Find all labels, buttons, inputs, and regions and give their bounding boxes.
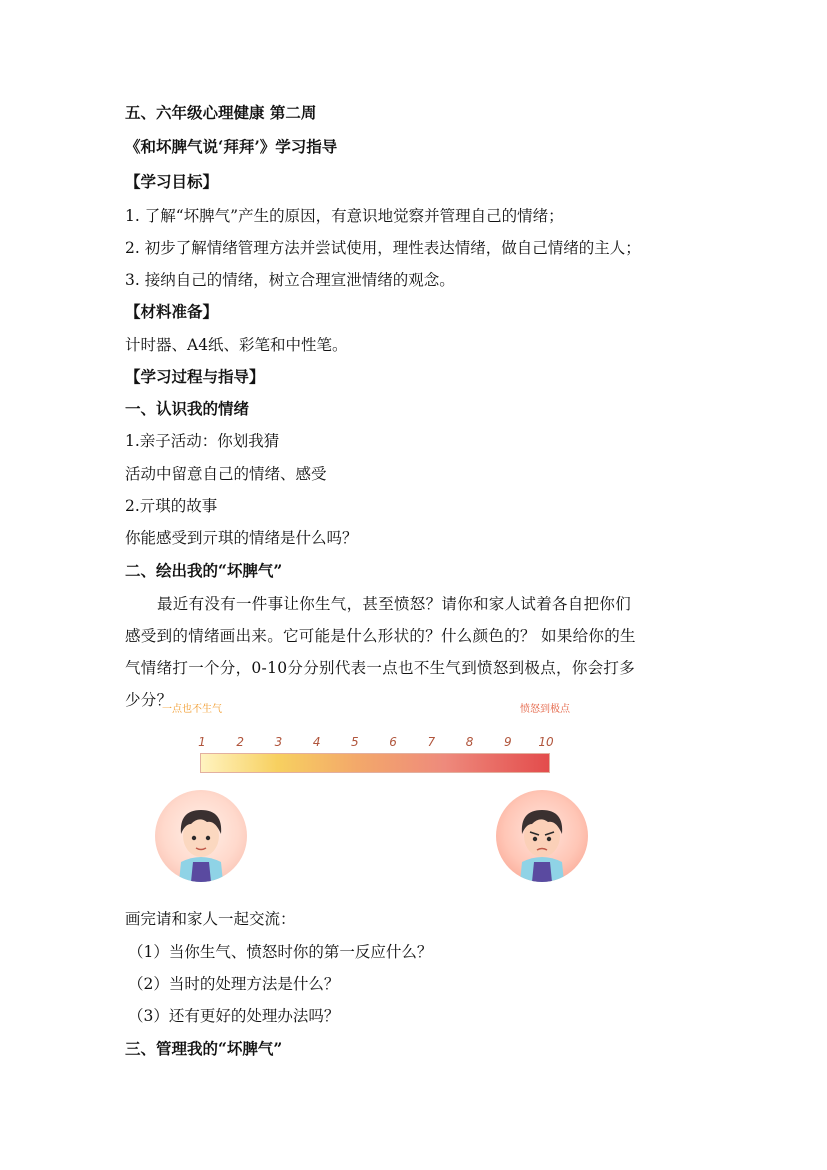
- document-title: 《和坏脾气说‘拜拜’》学习指导: [125, 137, 338, 156]
- scale-right-label: 愤怒到极点: [520, 704, 570, 715]
- scale-number: 1: [198, 735, 206, 749]
- discussion-question: （3）还有更好的处理办法吗？: [128, 1007, 340, 1025]
- scale-number: 4: [312, 735, 321, 749]
- anger-gradient-bar: [200, 753, 550, 773]
- objective-item: 3. 接纳自己的情绪，树立合理宣泄情绪的观念。: [125, 271, 455, 289]
- materials-heading: 【材料准备】: [125, 302, 219, 321]
- grade-line: 五、六年级心理健康 第二周: [125, 103, 317, 122]
- objectives-heading: 【学习目标】: [125, 172, 219, 191]
- scale-number: 2: [236, 735, 245, 749]
- scale-number: 8: [465, 735, 474, 749]
- section-line: 1.亲子活动：你划我猜: [125, 432, 280, 450]
- scale-number: 9: [503, 735, 512, 749]
- scale-ticks: [198, 735, 554, 751]
- objective-item: 1. 了解“坏脾气”产生的原因，有意识地觉察并管理自己的情绪；: [125, 207, 564, 225]
- discussion-question: （1）当你生气、愤怒时你的第一反应什么？: [128, 943, 433, 961]
- section-line: 活动中留意自己的情绪、感受: [125, 465, 327, 483]
- discussion-intro: 画完请和家人一起交流：: [125, 910, 296, 928]
- scale-number: 3: [274, 735, 283, 749]
- section-paragraph: 最近有没有一件事让你生气，甚至愤怒？请你和家人试着各自把你们感受到的情绪画出来。它可能是什么形状的？什么颜色的？ 如果给你的生气情绪打一个分，0-10分分别代表一点也不生气到愤怒到极点，你会打多少分？: [125, 595, 636, 709]
- discussion-question: （2）当时的处理方法是什么？: [128, 975, 340, 993]
- materials-text: 计时器、A4纸、彩笔和中性笔。: [125, 336, 348, 354]
- section-line: 你能感受到亓琪的情绪是什么吗？: [125, 529, 358, 547]
- scale-left-label: 一点也不生气: [162, 704, 222, 715]
- section-title: 三、管理我的“坏脾气”: [125, 1039, 283, 1058]
- scale-number: 5: [351, 735, 359, 749]
- angry-boy-avatar: [496, 790, 588, 882]
- scale-number: 10: [538, 735, 554, 749]
- scale-number: 7: [427, 735, 436, 749]
- calm-boy-avatar: [155, 790, 247, 882]
- anger-scale-figure: [150, 697, 600, 892]
- scale-number: 6: [389, 735, 397, 749]
- section-title: 一、认识我的情绪: [125, 399, 250, 418]
- objective-item: 2. 初步了解情绪管理方法并尝试使用，理性表达情绪，做自己情绪的主人；: [125, 239, 641, 257]
- process-heading: 【学习过程与指导】: [125, 367, 265, 386]
- section-title: 二、绘出我的“坏脾气”: [125, 561, 283, 580]
- section-line: 2.亓琪的故事: [125, 497, 218, 515]
